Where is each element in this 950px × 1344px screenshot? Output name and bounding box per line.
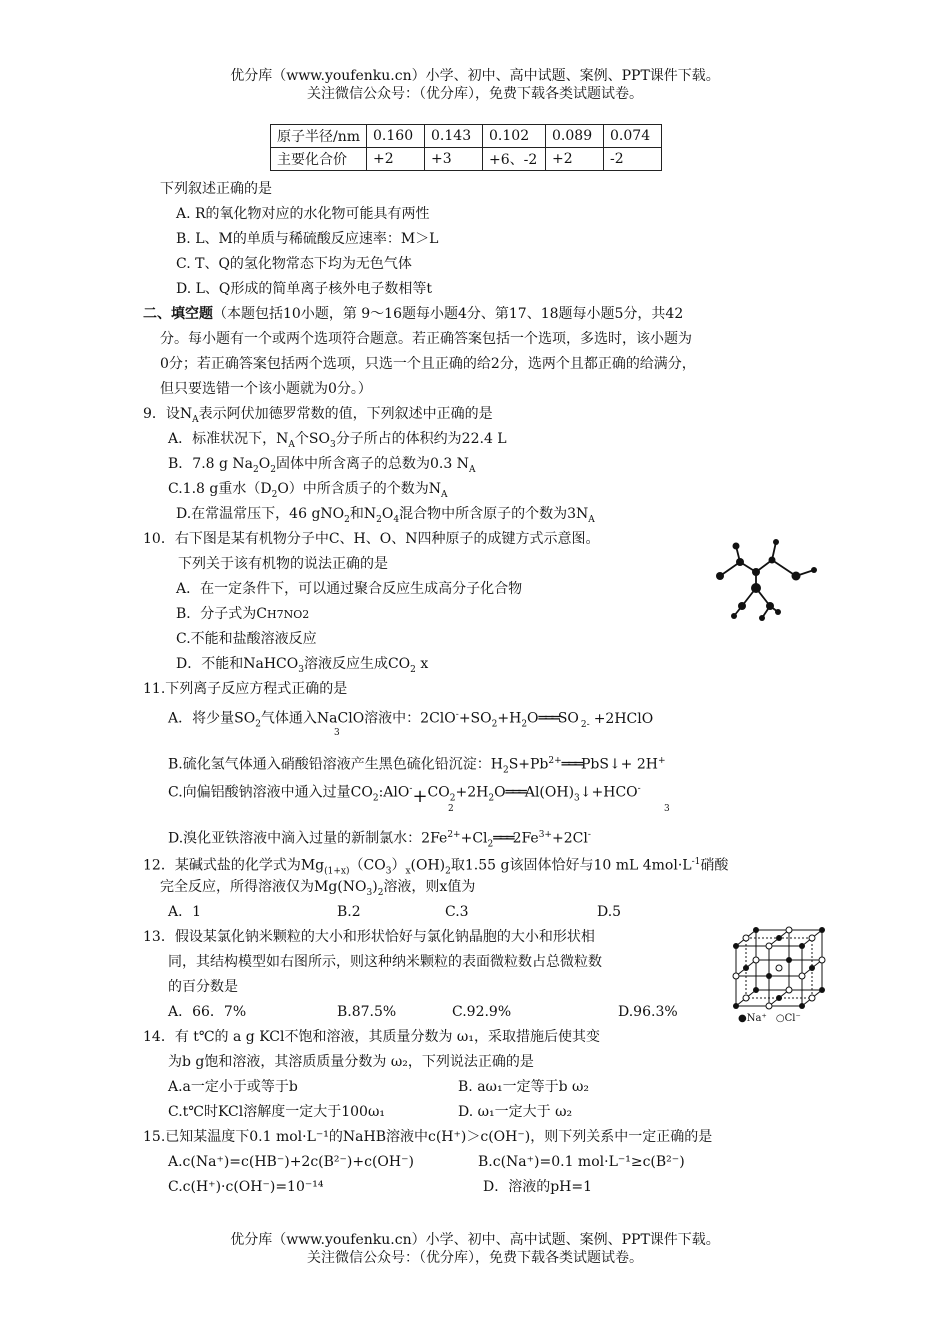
subscript: (1+x) — [324, 866, 350, 877]
text: 溶液，则x值为 — [383, 879, 476, 895]
text: O — [494, 784, 506, 801]
superscript: - — [455, 710, 459, 720]
subscript: 2 — [377, 887, 384, 898]
table-row — [271, 148, 662, 171]
subscript: A — [441, 489, 448, 500]
legend-na-label: Na⁺ — [746, 1013, 767, 1024]
subscript: 2 — [253, 464, 259, 475]
subscript: 3 — [385, 866, 392, 877]
text: CO — [427, 784, 450, 801]
q15-option-c: C.c(H⁺)·c(OH⁻)=10⁻¹⁴ — [168, 1179, 324, 1195]
q11-stem: 11.下列离子反应方程式正确的是 — [143, 681, 348, 697]
text: D.溴化亚铁溶液中滴入过量的新制氯水：2Fe — [168, 830, 448, 847]
text: 分子所占的体积约为22.4 L — [335, 431, 507, 447]
text: O — [527, 710, 539, 727]
valence-cell: -2 — [604, 148, 662, 171]
q12-option-c: C.3 — [445, 904, 469, 920]
text: (OH) — [410, 857, 446, 874]
q8-option-b: B. L、M的单质与稀硫酸反应速率：M＞L — [176, 231, 439, 247]
q9-option-b — [168, 455, 475, 479]
text: O）中所含质子的个数为N — [277, 481, 442, 497]
subscript: 4 — [393, 514, 400, 525]
subscript: 2 — [445, 866, 451, 877]
text: +2Cl — [551, 830, 588, 847]
subscript: 2 — [502, 765, 509, 776]
q10-stem-2: 下列关于该有机物的说法正确的是 — [178, 556, 388, 572]
text: ↓+HCO — [579, 784, 638, 801]
superscript: - — [637, 784, 641, 794]
q10-option-b — [176, 605, 309, 624]
q8-option-a: A. R的氧化物对应的水化物可能具有两性 — [176, 206, 430, 222]
row-label-valence: 主要化合价 — [271, 148, 367, 171]
text: O — [381, 506, 394, 522]
radius-cell: 0.160 — [367, 125, 425, 148]
text: B.硫化氢气体通入硝酸铅溶液产生黑色硫化铅沉淀：H — [168, 756, 503, 773]
text: （CO — [349, 857, 386, 874]
subscript: 2 — [487, 839, 494, 850]
equals-sign: ═══ — [505, 784, 525, 801]
text: 完全反应，所得溶液仅为Mg(NO — [160, 879, 367, 895]
formula: H7NO2 — [267, 608, 310, 621]
q11-c-sub — [448, 798, 454, 818]
subscript: 2 — [449, 793, 456, 804]
q14-option-a: A.a一定小于或等于b — [168, 1079, 298, 1095]
q10-stem: 10．右下图是某有机物分子中C、H、O、N四种原子的成键方式示意图。 — [143, 531, 600, 547]
text: ） — [391, 857, 406, 874]
q15-option-d: D．溶液的pH=1 — [483, 1179, 593, 1195]
text: 气体通入NaClO溶液中：2ClO — [260, 710, 456, 727]
subscript: 2 — [376, 514, 382, 525]
text: C.向偏铝酸钠溶液中通入过量CO — [168, 784, 373, 801]
superscript: - — [587, 830, 591, 840]
text: O — [258, 456, 271, 472]
q14-option-b: B. aω₁一定等于b ω₂ — [458, 1079, 590, 1095]
q10-option-d — [176, 655, 428, 679]
text: :AlO — [378, 784, 410, 801]
q11-option-b — [168, 752, 666, 779]
q13-stem-2: 同，其结构模型如右图所示，则这种纳米颗粒的表面微粒数占总微粒数 — [168, 954, 602, 970]
text: 2Fe — [512, 830, 539, 847]
legend-cl-label: Cl⁻ — [784, 1013, 801, 1024]
subscript: A — [468, 464, 476, 475]
q10-option-a: A．在一定条件下，可以通过聚合反应生成高分子化合物 — [176, 581, 523, 597]
element-table — [270, 124, 662, 171]
table-row — [271, 125, 662, 148]
q12-stem-2 — [160, 878, 475, 902]
subscript: 3 — [334, 728, 340, 738]
section2-header — [143, 305, 683, 323]
plus-sign: + — [412, 785, 428, 807]
valence-cell: +3 — [425, 148, 483, 171]
text: A．标准状况下，N — [168, 431, 289, 447]
text: PbS↓+ 2H — [580, 756, 658, 773]
text: 12．某碱式盐的化学式为Mg — [143, 857, 325, 874]
text: D.在常温常压下，46 gNO — [176, 506, 345, 522]
subscript: 3 — [574, 793, 580, 804]
subscript: A — [192, 414, 199, 425]
header-line-1: 优分库（www.youfenku.cn）小学、初中、高中试题、案例、PPT课件下载。 — [230, 68, 720, 84]
subscript: 3 — [664, 804, 670, 814]
equals-sign: ═══ — [561, 756, 581, 773]
text: +2HClO — [593, 710, 654, 727]
superscript: 2- — [580, 719, 590, 730]
q13-stem-3: 的百分数是 — [168, 979, 238, 995]
q11-option-c — [168, 780, 641, 807]
q13-option-b: B.87.5% — [337, 1004, 397, 1020]
header-line-2: 关注微信公众号：（优分库），免费下载各类试题试卷。 — [307, 86, 643, 102]
q13-option-d: D.96.3% — [618, 1004, 678, 1020]
text: S+Pb — [508, 756, 549, 773]
text: 混合物中所含原子的个数为3N — [399, 506, 589, 522]
subscript: 2 — [372, 793, 379, 804]
section2-desc-4: 但只要选错一个该小题就为0分。） — [160, 381, 372, 397]
subscript: 2 — [448, 804, 454, 814]
q13-option-a: A．66．7% — [168, 1004, 247, 1020]
q12-stem — [143, 853, 728, 880]
q11-option-d — [168, 826, 591, 853]
q15-option-a: A.c(Na⁺)=c(HB⁻)+2c(B²⁻)+c(OH⁻) — [168, 1154, 414, 1170]
equals-sign: ═══ — [493, 830, 513, 847]
q14-stem-2: 为b g饱和溶液，其溶质质量分数为 ω₂，下列说法正确的是 — [168, 1054, 534, 1070]
subscript: 2 — [255, 719, 261, 730]
valence-cell: +6、-2 — [483, 148, 546, 171]
q12-option-b: B.2 — [337, 904, 361, 920]
q12-option-a: A．1 — [168, 904, 202, 920]
text: 个SO — [294, 431, 330, 447]
radius-cell: 0.089 — [546, 125, 604, 148]
q9-stem — [143, 405, 493, 429]
q15-option-b: B.c(Na⁺)=0.1 mol·L⁻¹≥c(B²⁻) — [478, 1154, 685, 1170]
superscript: 2+ — [447, 830, 461, 840]
text: D．不能和NaHCO — [176, 656, 299, 672]
text: 硝酸 — [700, 857, 729, 874]
q11-a-sub — [334, 722, 340, 742]
text: +H — [497, 710, 522, 727]
q8-option-d: D. L、Q形成的简单离子核外电子数相等t — [176, 281, 433, 297]
legend-na-dot: ● — [738, 1013, 747, 1024]
radius-cell: 0.074 — [604, 125, 662, 148]
q9-stem-text: 9．设N — [143, 406, 193, 422]
row-label-radius: 原子半径/nm — [271, 125, 367, 148]
subscript: 3 — [329, 439, 336, 450]
text: 固体中所含离子的总数为0.3 N — [275, 456, 469, 472]
q11-option-a — [168, 706, 653, 733]
subscript: 2 — [344, 514, 350, 525]
subscript: 2 — [488, 793, 495, 804]
text: ) — [372, 879, 378, 895]
subscript: 2 — [271, 489, 278, 500]
q9-option-a — [168, 430, 507, 454]
q11-c-sub — [664, 798, 670, 818]
text: 和N — [349, 506, 377, 522]
q13-option-c: C.92.9% — [452, 1004, 512, 1020]
subscript: 3 — [366, 887, 373, 898]
q9-option-c — [168, 480, 448, 504]
text: C.1.8 g重水（D — [168, 481, 272, 497]
subscript: 3 — [298, 664, 304, 675]
subscript: 2 — [491, 719, 498, 730]
nacl-crystal-diagram — [728, 924, 832, 1016]
text: 取1.55 g该固体恰好与10 mL 4mol·L — [450, 857, 692, 874]
superscript: -1 — [691, 857, 701, 867]
radius-cell: 0.143 — [425, 125, 483, 148]
subscript: x — [405, 866, 411, 877]
subscript: A — [588, 514, 595, 525]
legend-cl-dot: ○ — [775, 1013, 785, 1024]
radius-cell: 0.102 — [483, 125, 546, 148]
text: +2H — [455, 784, 489, 801]
valence-cell: +2 — [367, 148, 425, 171]
q14-stem-1: 14．有 t℃的 a g KCl不饱和溶液，其质量分数为 ω₁，采取措施后使其变 — [143, 1029, 600, 1045]
text: SO — [557, 710, 579, 727]
subscript: 2 — [410, 664, 416, 675]
q8-stem: 下列叙述正确的是 — [160, 181, 272, 197]
crystal-legend — [738, 1010, 801, 1028]
q9-option-d — [176, 505, 595, 529]
q13-stem-1: 13．假设某氯化钠米颗粒的大小和形状恰好与氯化钠晶胞的大小和形状相 — [143, 929, 595, 945]
section2-desc-2: 分。每小题有一个或两个选项符合题意。若正确答案包括一个选项，多选时，该小题为 — [160, 331, 692, 347]
text: Al(OH) — [524, 784, 575, 801]
section2-desc: （本题包括10小题，第 9～16题每小题4分、第17、18题每小题5分，共42 — [213, 306, 684, 322]
q10-option-c: C.不能和盐酸溶液反应 — [176, 631, 317, 647]
subscript: A — [288, 439, 295, 450]
text: A．将少量SO — [168, 710, 256, 727]
q8-option-c: C. T、Q的氢化物常态下均为无色气体 — [176, 256, 412, 272]
text: +Cl — [460, 830, 488, 847]
text: B．分子式为C — [176, 606, 267, 622]
superscript: + — [657, 756, 666, 766]
text: 溶液反应生成CO — [303, 656, 411, 672]
q14-option-d: D. ω₁一定大于 ω₂ — [458, 1104, 573, 1120]
q12-option-d: D.5 — [597, 904, 622, 920]
molecule-diagram — [706, 532, 836, 642]
valence-cell: +2 — [546, 148, 604, 171]
superscript: 2+ — [548, 756, 562, 766]
section2-title: 二、填空题 — [143, 306, 213, 322]
superscript: 3+ — [538, 830, 552, 840]
text: B．7.8 g Na — [168, 456, 254, 472]
footer-line-1: 优分库（www.youfenku.cn）小学、初中、高中试题、案例、PPT课件下载。 — [230, 1232, 720, 1248]
subscript: 2 — [270, 464, 276, 475]
q15-stem: 15.已知某温度下0.1 mol·L⁻¹的NaHB溶液中c(H⁺)＞c(OH⁻)，则下列关系中一定正确的是 — [143, 1129, 713, 1145]
equals-sign: ═══ — [538, 710, 558, 727]
q14-option-c: C.t℃时KCl溶解度一定大于100ω₁ — [168, 1104, 385, 1120]
subscript: 2 — [521, 719, 528, 730]
text: x — [415, 656, 429, 672]
text: +SO — [458, 710, 492, 727]
section2-desc-3: 0分；若正确答案包括两个选项，只选一个且正确的给2分，选两个且都正确的给满分， — [160, 356, 696, 372]
footer-line-2: 关注微信公众号：（优分库），免费下载各类试题试卷。 — [307, 1250, 643, 1266]
q9-stem-text: 表示阿伏加德罗常数的值，下列叙述中正确的是 — [198, 406, 493, 422]
superscript: - — [409, 784, 413, 794]
